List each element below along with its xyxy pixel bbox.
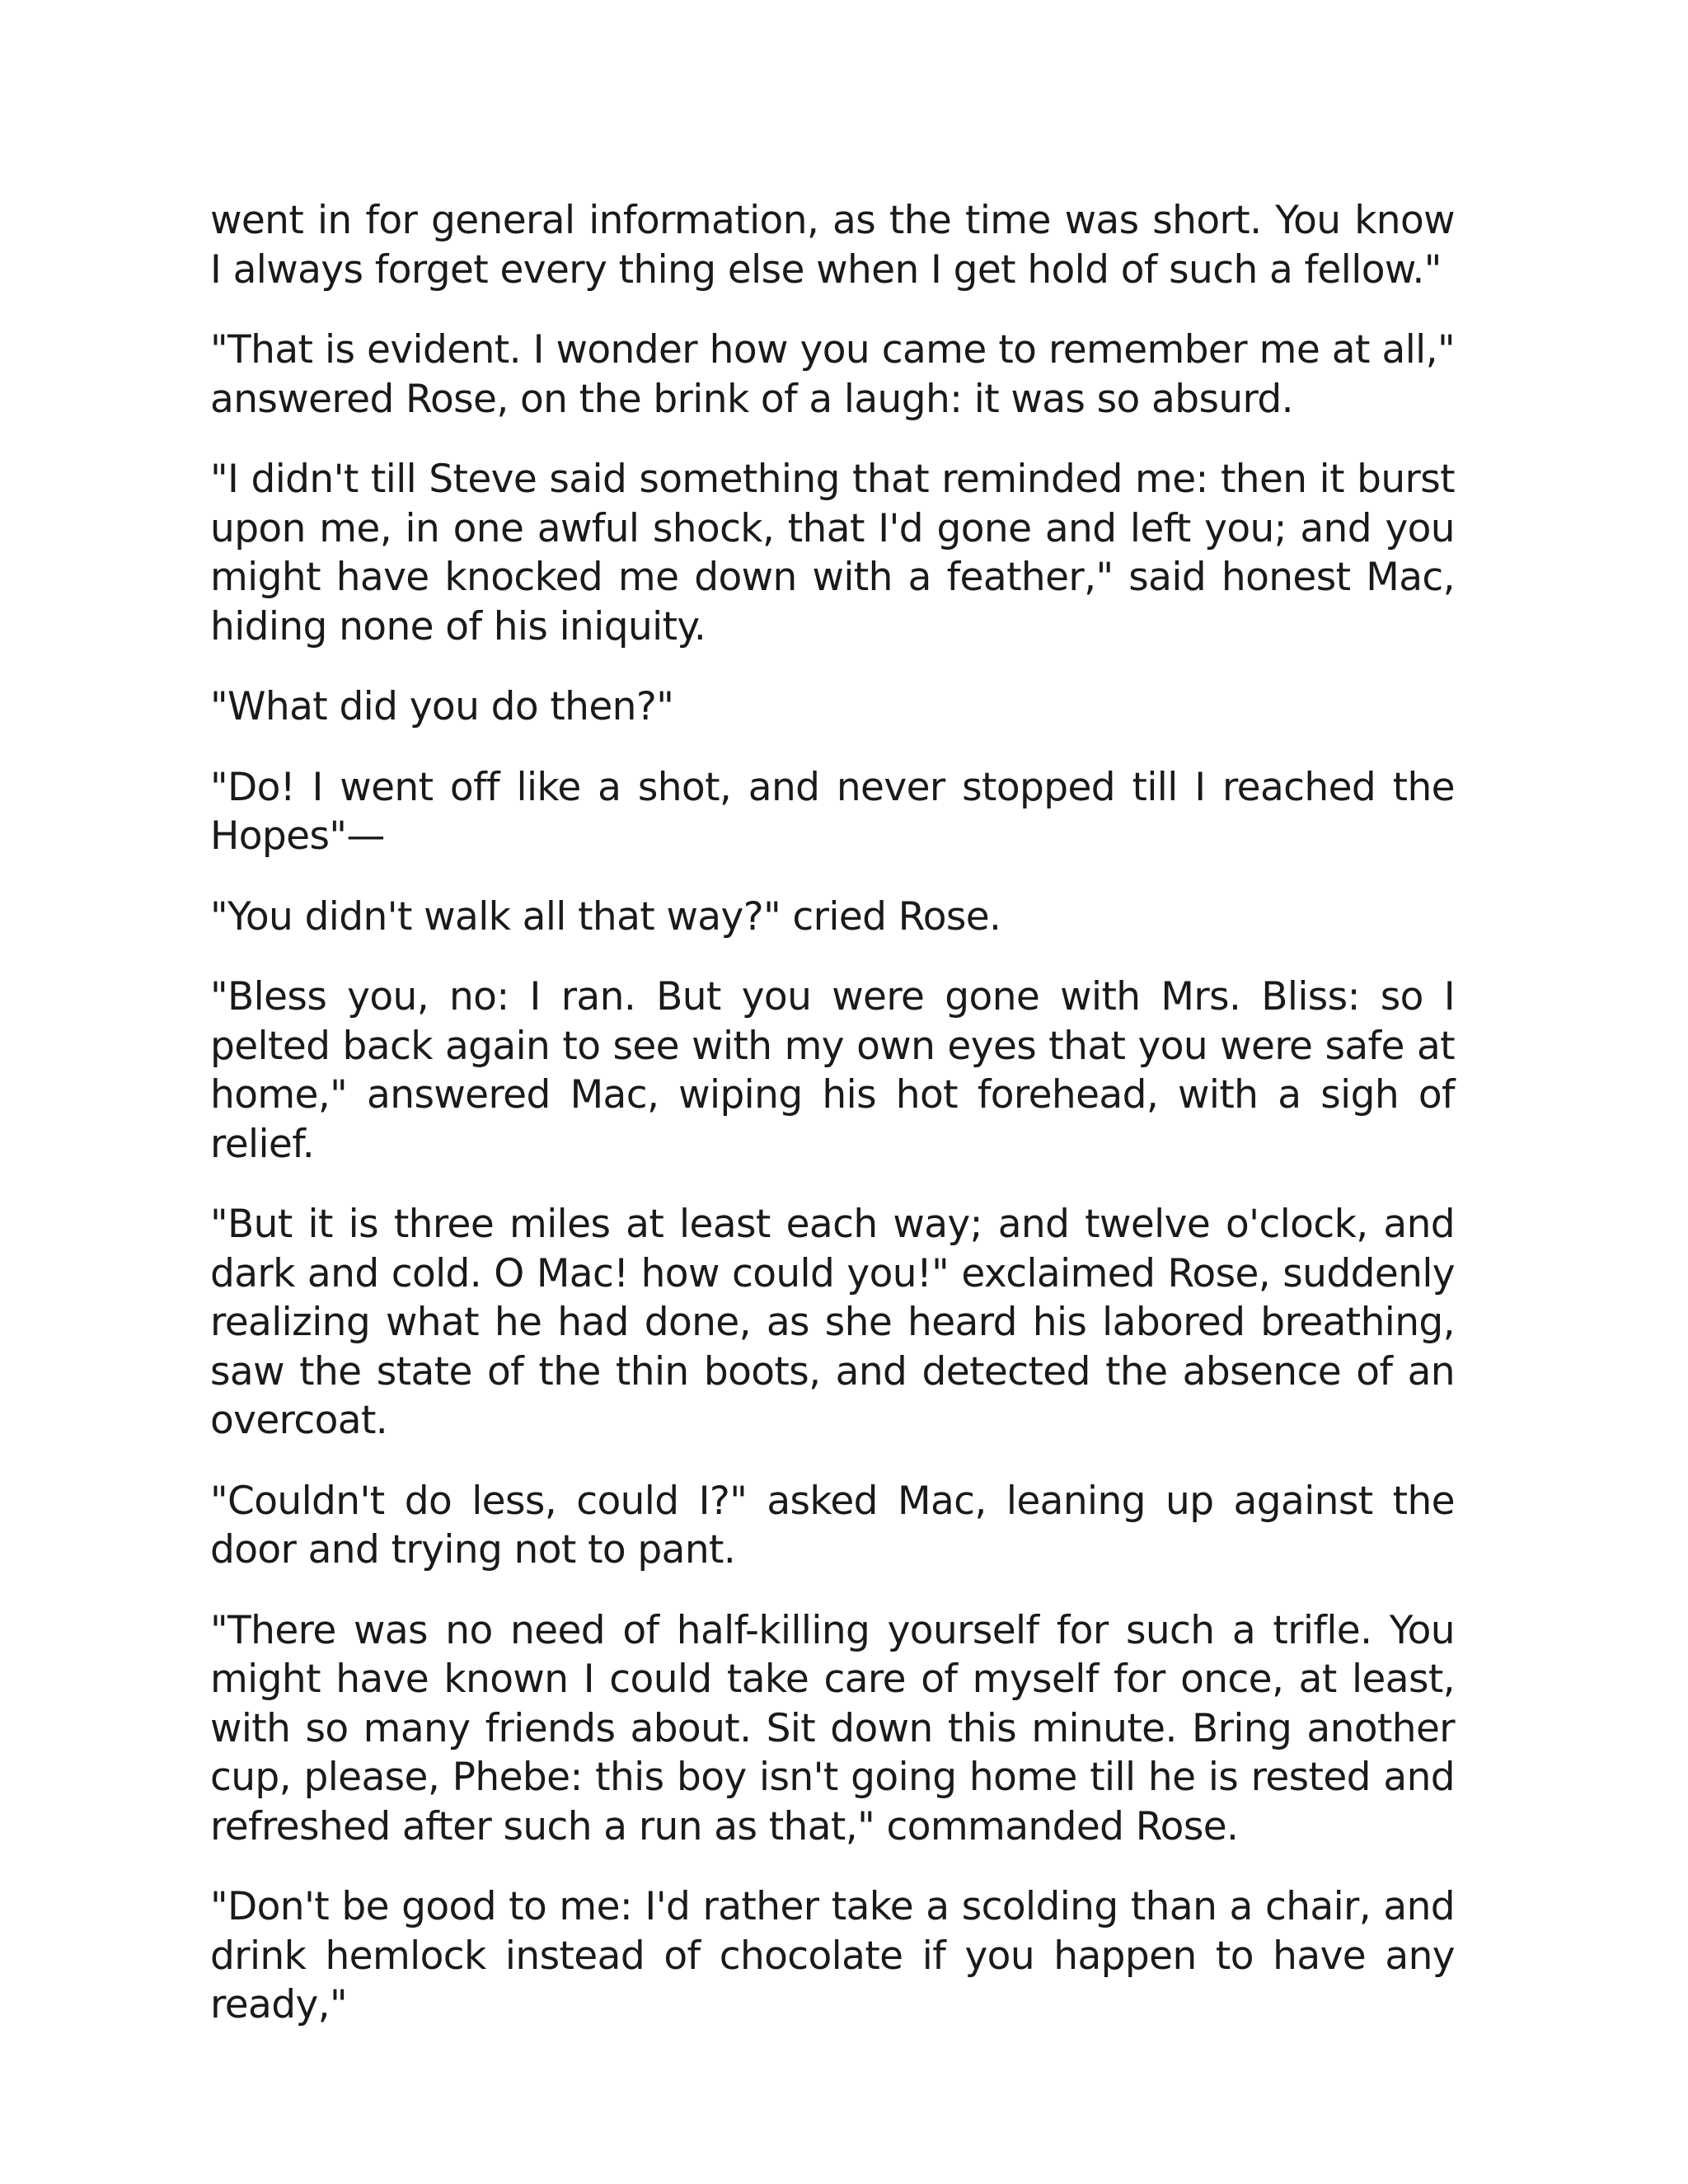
paragraph: "Bless you, no: I ran. But you were gone with Mrs. Bliss: so I pelted back again to see with my own eyes that you were safe at home," answered Mac, wiping his hot forehead, with a sigh of relief. (210, 974, 1455, 1167)
paragraph: "There was no need of half-killing yourself for such a trifle. You might have known I could take care of myself for once, at least, with so many friends about. Sit down this minute. Bring another cup, please, Phebe: this boy isn't going home till he is rested and refreshed after such a run as that," commanded Rose. (210, 1607, 1455, 1849)
paragraph: "That is evident. I wonder how you came to remember me at all," answered Rose, on the brink of a laugh: it was so absurd. (210, 327, 1455, 422)
paragraph: "But it is three miles at least each way; and twelve o'clock, and dark and cold. O Mac! how could you!" exclaimed Rose, suddenly realizing what he had done, as she heard his labored breathing, saw the state of the thin boots, and detected the absence of an overcoat. (210, 1202, 1455, 1443)
paragraph: "Do! I went off like a shot, and never stopped till I reached the Hopes"— (210, 764, 1455, 859)
paragraph: "You didn't walk all that way?" cried Rose. (210, 893, 1001, 940)
paragraph: "Don't be good to me: I'd rather take a scolding than a chair, and drink hemlock instead of chocolate if you happen to have any ready," (210, 1884, 1455, 2027)
paragraph: "I didn't till Steve said something that reminded me: then it burst upon me, in one awful shock, that I'd gone and left you; and you might have knocked me down with a feather," said honest Mac, hiding none of his iniquity. (210, 457, 1455, 649)
page-body (210, 196, 1455, 2061)
paragraph: went in for general information, as the time was short. You know I always forget every thing else when I get hold of such a fellow." (210, 198, 1455, 293)
paragraph: "What did you do then?" (210, 684, 674, 729)
paragraph: "Couldn't do less, could I?" asked Mac, leaning up against the door and trying not to pant. (210, 1478, 1455, 1572)
